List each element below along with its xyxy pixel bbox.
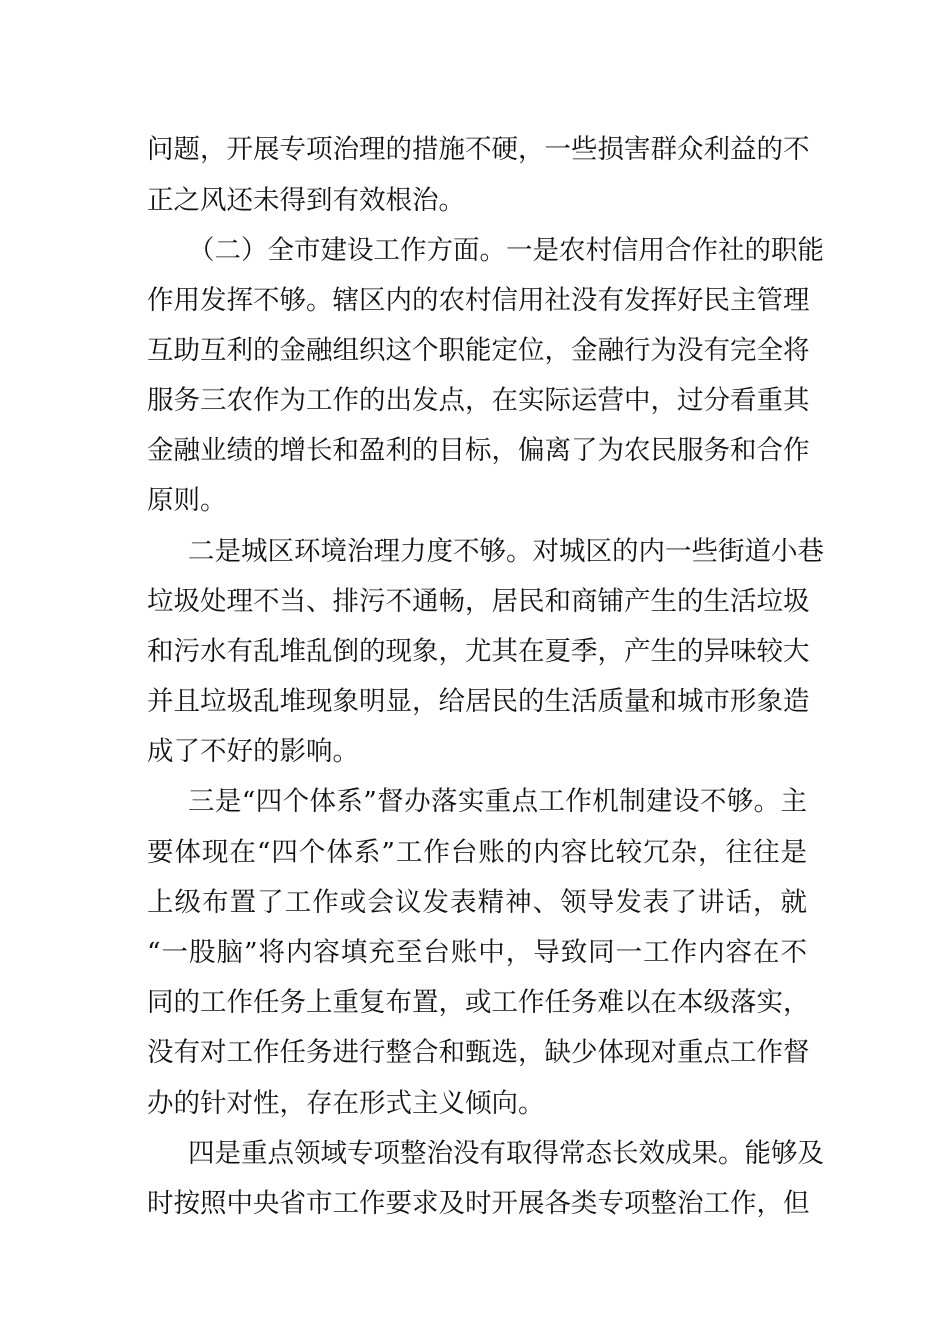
text-line: 成了不好的影响。 [147, 736, 359, 767]
text-line: 问题，开展专项治理的措施不硬，一些损害群众利益的不 [147, 134, 810, 165]
text-line: 办的针对性，存在形式主义倾向。 [147, 1088, 545, 1119]
text-line: 正之风还未得到有效根治。 [147, 185, 465, 216]
text-line: 上级布置了工作或会议发表精神、领导发表了讲话，就 [147, 887, 807, 918]
text-line: 三是“四个体系”督办落实重点工作机制建设不够。主 [188, 786, 807, 817]
text-line: 作用发挥不够。辖区内的农村信用社没有发挥好民主管理 [147, 285, 810, 316]
text-line: 服务三农作为工作的出发点，在实际运营中，过分看重其 [147, 385, 810, 416]
text-line: 要体现在“四个体系”工作台账的内容比较冗杂，往往是 [147, 837, 807, 868]
text-line: 互助互利的金融组织这个职能定位，金融行为没有完全将 [147, 335, 810, 366]
text-line: （二）全市建设工作方面。一是农村信用合作社的职能 [188, 235, 824, 266]
text-line: 四是重点领域专项整治没有取得常态长效成果。能够及 [188, 1138, 824, 1169]
text-line: 和污水有乱堆乱倒的现象，尤其在夏季，产生的异味较大 [147, 636, 810, 667]
text-line: 二是城区环境治理力度不够。对城区的内一些街道小巷 [188, 536, 824, 567]
text-line: “一股脑”将内容填充至台账中，导致同一工作内容在不 [147, 937, 807, 968]
text-line: 时按照中央省市工作要求及时开展各类专项整治工作，但 [147, 1188, 810, 1219]
text-line: 原则。 [147, 485, 227, 516]
text-line: 同的工作任务上重复布置，或工作任务难以在本级落实， [147, 987, 810, 1018]
text-line: 并且垃圾乱堆现象明显，给居民的生活质量和城市形象造 [147, 686, 810, 717]
text-line: 没有对工作任务进行整合和甄选，缺少体现对重点工作督 [147, 1037, 810, 1068]
text-line: 金融业绩的增长和盈利的目标，偏离了为农民服务和合作 [147, 435, 810, 466]
text-line: 垃圾处理不当、排污不通畅，居民和商铺产生的生活垃圾 [147, 586, 810, 617]
